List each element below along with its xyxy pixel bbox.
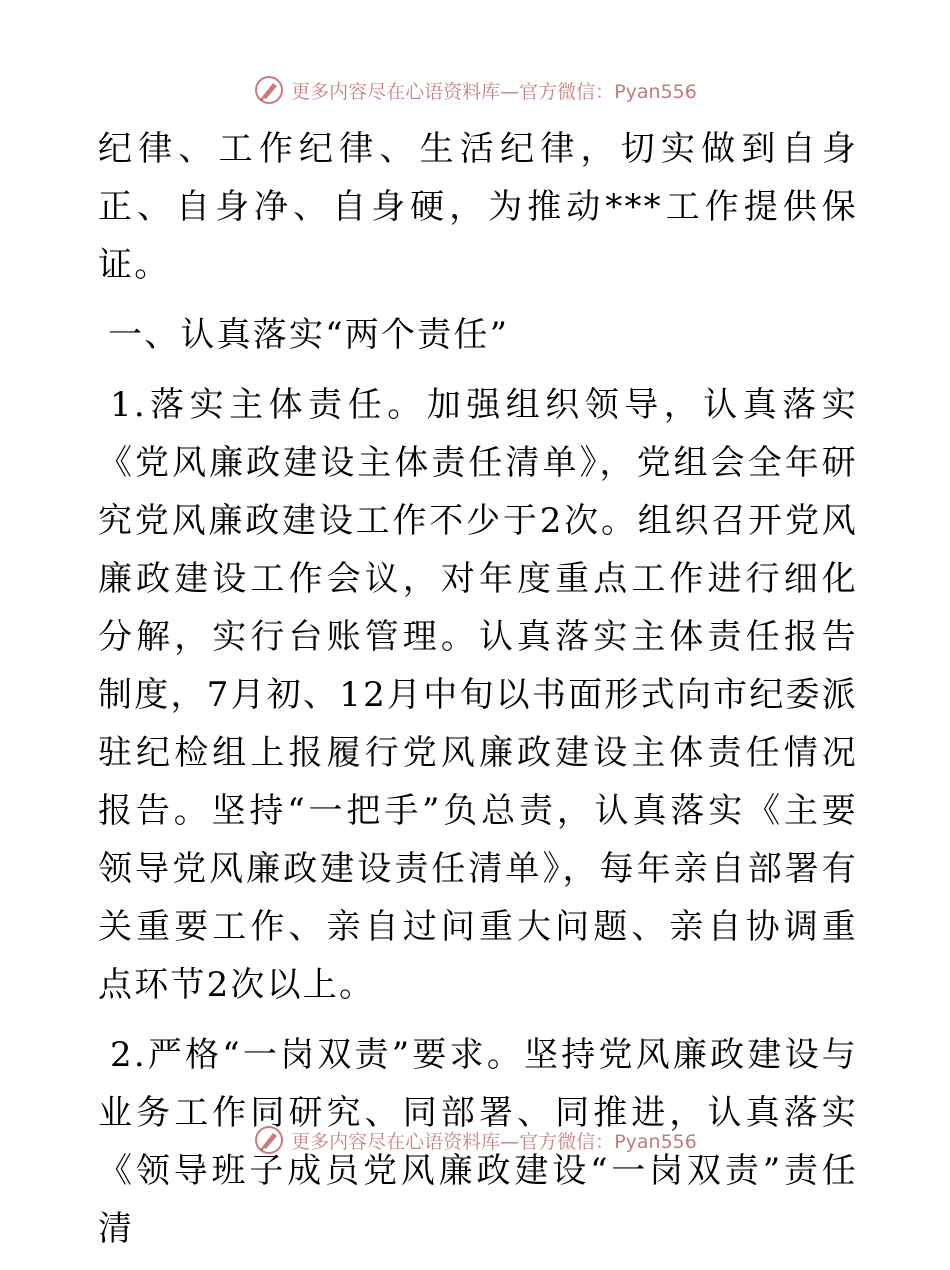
watermark-wechat-label: 官方微信： xyxy=(519,80,615,103)
watermark-dash: — xyxy=(500,80,520,103)
section-heading: 一、认真落实“两个责任” xyxy=(108,315,510,355)
watermark-wechat-label: 官方微信： xyxy=(519,1130,615,1153)
watermark-text xyxy=(291,1127,697,1154)
document-body xyxy=(98,120,858,1270)
watermark-text xyxy=(291,77,697,104)
watermark-dash: — xyxy=(500,1130,520,1153)
watermark-header xyxy=(0,74,950,106)
watermark-wechat-id: Pyan556 xyxy=(614,1130,697,1153)
watermark-footer xyxy=(0,1124,950,1156)
watermark-site-text: 更多内容尽在心语资料库 xyxy=(291,1130,501,1153)
quill-pen-logo-icon xyxy=(253,1124,285,1156)
watermark-wechat-id: Pyan556 xyxy=(614,80,697,103)
quill-pen-logo-icon xyxy=(253,74,285,106)
watermark-site-text: 更多内容尽在心语资料库 xyxy=(291,80,501,103)
paragraph-item-1: 1.落实主体责任。加强组织领导，认真落实《党风廉政建设主体责任清单》，党组会全年研究党风廉政建设工作不少于2次。组织召开党风廉政建设工作会议，对年度重点工作进行细化分解，实行台账管理。认真落实主体责任报告制度，7月初、12月中旬以书面形式向市纪委派驻纪检组上报履行党风廉政建设主体责任情况报告。坚持“一把手”负总责，认真落实《主要领导党风廉政建设责任清单》，每年亲自部署有关重要工作、亲自过问重大问题、亲自协调重点环节2次以上。 xyxy=(98,385,858,1005)
paragraph-item-2: 2.严格“一岗双责”要求。坚持党风廉政建设与业务工作同研究、同部署、同推进，认真落实《领导班子成员党风廉政建设“一岗双责”责任清 xyxy=(98,1035,858,1249)
paragraph-continuation: 纪律、工作纪律、生活纪律，切实做到自身正、自身净、自身硬，为推动***工作提供保证。 xyxy=(98,129,858,285)
